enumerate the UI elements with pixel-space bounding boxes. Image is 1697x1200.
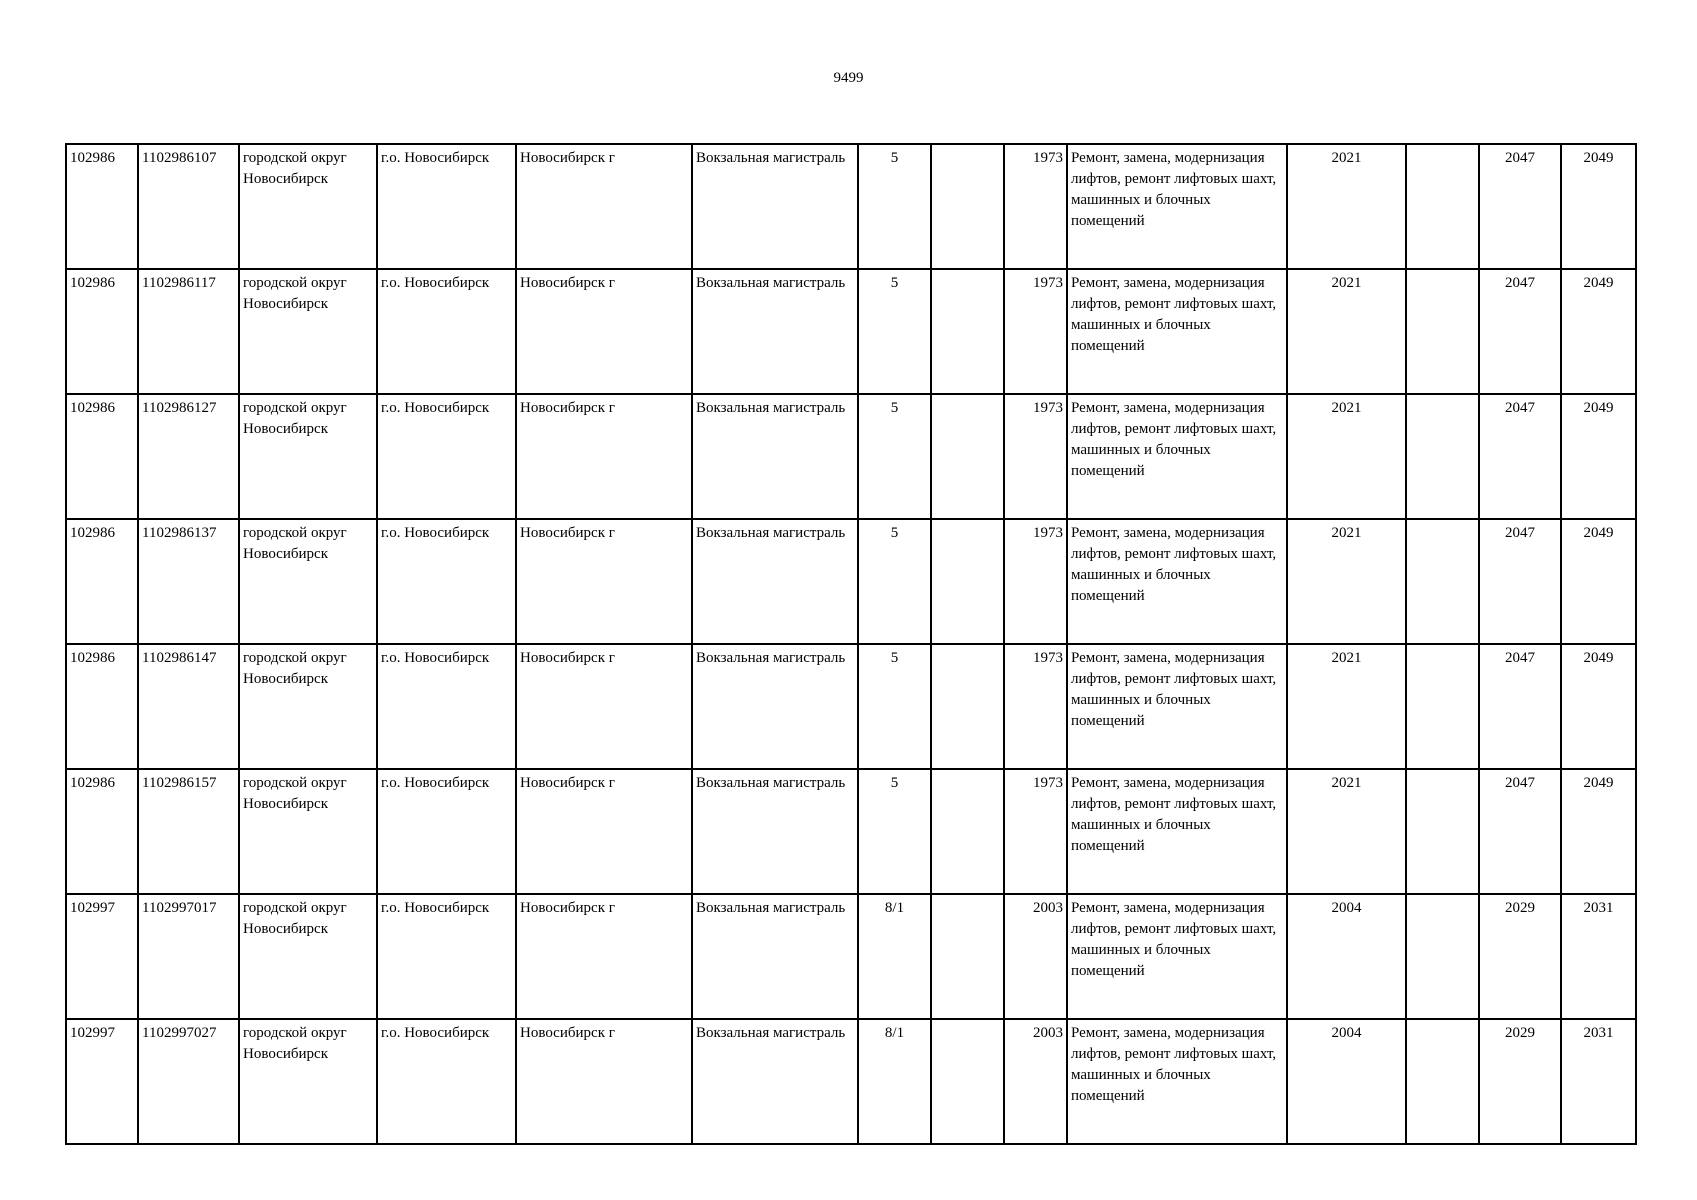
- cell-street: Вокзальная магистраль: [692, 769, 858, 894]
- cell-blank: [1406, 769, 1479, 894]
- cell-element-id: 1102986147: [138, 644, 239, 769]
- cell-district: г.о. Новосибирск: [377, 894, 516, 1019]
- cell-municipality: городской округ Новосибирск: [239, 394, 377, 519]
- cell-last-repair-year: 2021: [1287, 144, 1406, 269]
- cell-settlement: Новосибирск г: [516, 144, 692, 269]
- cell-plan-end-year: 2049: [1561, 769, 1636, 894]
- cell-building: [931, 269, 1004, 394]
- cell-plan-start-year: 2047: [1479, 269, 1561, 394]
- cell-work-type: Ремонт, замена, модернизация лифтов, ремонт лифтовых шахт, машинных и блочных помещений: [1067, 519, 1287, 644]
- cell-plan-end-year: 2049: [1561, 519, 1636, 644]
- cell-house-id: 102997: [66, 1019, 138, 1144]
- cell-construction-year: 1973: [1004, 519, 1067, 644]
- cell-construction-year: 1973: [1004, 144, 1067, 269]
- cell-building: [931, 394, 1004, 519]
- cell-house-id: 102997: [66, 894, 138, 1019]
- cell-house-number: 5: [858, 519, 931, 644]
- cell-district: г.о. Новосибирск: [377, 769, 516, 894]
- cell-house-number: 5: [858, 644, 931, 769]
- cell-municipality: городской округ Новосибирск: [239, 894, 377, 1019]
- cell-house-number: 8/1: [858, 1019, 931, 1144]
- cell-construction-year: 1973: [1004, 269, 1067, 394]
- cell-work-type: Ремонт, замена, модернизация лифтов, ремонт лифтовых шахт, машинных и блочных помещений: [1067, 894, 1287, 1019]
- cell-municipality: городской округ Новосибирск: [239, 1019, 377, 1144]
- table-row: [66, 769, 1636, 894]
- table-row: [66, 519, 1636, 644]
- cell-house-id: 102986: [66, 519, 138, 644]
- page-number: 9499: [833, 70, 864, 86]
- cell-municipality: городской округ Новосибирск: [239, 269, 377, 394]
- cell-plan-end-year: 2049: [1561, 269, 1636, 394]
- cell-work-type: Ремонт, замена, модернизация лифтов, ремонт лифтовых шахт, машинных и блочных помещений: [1067, 769, 1287, 894]
- cell-blank: [1406, 144, 1479, 269]
- cell-house-number: 5: [858, 269, 931, 394]
- cell-settlement: Новосибирск г: [516, 644, 692, 769]
- cell-last-repair-year: 2021: [1287, 394, 1406, 519]
- cell-construction-year: 1973: [1004, 644, 1067, 769]
- cell-district: г.о. Новосибирск: [377, 644, 516, 769]
- cell-house-id: 102986: [66, 769, 138, 894]
- cell-street: Вокзальная магистраль: [692, 519, 858, 644]
- cell-municipality: городской округ Новосибирск: [239, 519, 377, 644]
- table-row: [66, 644, 1636, 769]
- cell-blank: [1406, 894, 1479, 1019]
- cell-house-id: 102986: [66, 144, 138, 269]
- cell-municipality: городской округ Новосибирск: [239, 144, 377, 269]
- cell-plan-end-year: 2049: [1561, 644, 1636, 769]
- cell-work-type: Ремонт, замена, модернизация лифтов, ремонт лифтовых шахт, машинных и блочных помещений: [1067, 394, 1287, 519]
- cell-plan-start-year: 2047: [1479, 769, 1561, 894]
- table-row: [66, 269, 1636, 394]
- cell-plan-end-year: 2031: [1561, 894, 1636, 1019]
- cell-settlement: Новосибирск г: [516, 894, 692, 1019]
- cell-house-id: 102986: [66, 644, 138, 769]
- cell-house-number: 5: [858, 394, 931, 519]
- cell-last-repair-year: 2004: [1287, 1019, 1406, 1144]
- cell-construction-year: 2003: [1004, 894, 1067, 1019]
- cell-element-id: 1102986107: [138, 144, 239, 269]
- cell-district: г.о. Новосибирск: [377, 144, 516, 269]
- cell-building: [931, 144, 1004, 269]
- cell-element-id: 1102986157: [138, 769, 239, 894]
- cell-street: Вокзальная магистраль: [692, 644, 858, 769]
- cell-last-repair-year: 2021: [1287, 519, 1406, 644]
- cell-settlement: Новосибирск г: [516, 269, 692, 394]
- cell-district: г.о. Новосибирск: [377, 1019, 516, 1144]
- cell-work-type: Ремонт, замена, модернизация лифтов, ремонт лифтовых шахт, машинных и блочных помещений: [1067, 1019, 1287, 1144]
- cell-settlement: Новосибирск г: [516, 1019, 692, 1144]
- cell-plan-start-year: 2029: [1479, 894, 1561, 1019]
- cell-municipality: городской округ Новосибирск: [239, 769, 377, 894]
- cell-building: [931, 1019, 1004, 1144]
- cell-plan-start-year: 2047: [1479, 144, 1561, 269]
- cell-element-id: 1102986117: [138, 269, 239, 394]
- cell-last-repair-year: 2021: [1287, 269, 1406, 394]
- cell-last-repair-year: 2021: [1287, 644, 1406, 769]
- cell-street: Вокзальная магистраль: [692, 269, 858, 394]
- cell-street: Вокзальная магистраль: [692, 144, 858, 269]
- cell-construction-year: 2003: [1004, 1019, 1067, 1144]
- cell-construction-year: 1973: [1004, 769, 1067, 894]
- cell-house-number: 8/1: [858, 894, 931, 1019]
- cell-municipality: городской округ Новосибирск: [239, 644, 377, 769]
- cell-plan-end-year: 2049: [1561, 394, 1636, 519]
- cell-blank: [1406, 519, 1479, 644]
- cell-element-id: 1102986127: [138, 394, 239, 519]
- table-row: [66, 1019, 1636, 1144]
- cell-plan-end-year: 2031: [1561, 1019, 1636, 1144]
- cell-work-type: Ремонт, замена, модернизация лифтов, ремонт лифтовых шахт, машинных и блочных помещений: [1067, 644, 1287, 769]
- data-table: [65, 143, 1637, 1145]
- cell-house-number: 5: [858, 769, 931, 894]
- cell-street: Вокзальная магистраль: [692, 1019, 858, 1144]
- table-row: [66, 394, 1636, 519]
- cell-house-id: 102986: [66, 269, 138, 394]
- table-row: [66, 894, 1636, 1019]
- table-row: [66, 144, 1636, 269]
- cell-building: [931, 519, 1004, 644]
- cell-settlement: Новосибирск г: [516, 394, 692, 519]
- cell-plan-end-year: 2049: [1561, 144, 1636, 269]
- cell-building: [931, 894, 1004, 1019]
- cell-settlement: Новосибирск г: [516, 769, 692, 894]
- cell-work-type: Ремонт, замена, модернизация лифтов, ремонт лифтовых шахт, машинных и блочных помещений: [1067, 144, 1287, 269]
- cell-plan-start-year: 2047: [1479, 644, 1561, 769]
- cell-blank: [1406, 394, 1479, 519]
- table-body: [66, 144, 1636, 1144]
- cell-settlement: Новосибирск г: [516, 519, 692, 644]
- cell-blank: [1406, 1019, 1479, 1144]
- cell-plan-start-year: 2047: [1479, 394, 1561, 519]
- cell-work-type: Ремонт, замена, модернизация лифтов, ремонт лифтовых шахт, машинных и блочных помещений: [1067, 269, 1287, 394]
- cell-district: г.о. Новосибирск: [377, 394, 516, 519]
- cell-plan-start-year: 2029: [1479, 1019, 1561, 1144]
- cell-street: Вокзальная магистраль: [692, 394, 858, 519]
- cell-street: Вокзальная магистраль: [692, 894, 858, 1019]
- cell-district: г.о. Новосибирск: [377, 269, 516, 394]
- cell-element-id: 1102986137: [138, 519, 239, 644]
- cell-last-repair-year: 2004: [1287, 894, 1406, 1019]
- cell-district: г.о. Новосибирск: [377, 519, 516, 644]
- cell-blank: [1406, 644, 1479, 769]
- cell-house-number: 5: [858, 144, 931, 269]
- cell-construction-year: 1973: [1004, 394, 1067, 519]
- cell-element-id: 1102997027: [138, 1019, 239, 1144]
- cell-house-id: 102986: [66, 394, 138, 519]
- cell-last-repair-year: 2021: [1287, 769, 1406, 894]
- cell-blank: [1406, 269, 1479, 394]
- cell-plan-start-year: 2047: [1479, 519, 1561, 644]
- cell-element-id: 1102997017: [138, 894, 239, 1019]
- cell-building: [931, 769, 1004, 894]
- cell-building: [931, 644, 1004, 769]
